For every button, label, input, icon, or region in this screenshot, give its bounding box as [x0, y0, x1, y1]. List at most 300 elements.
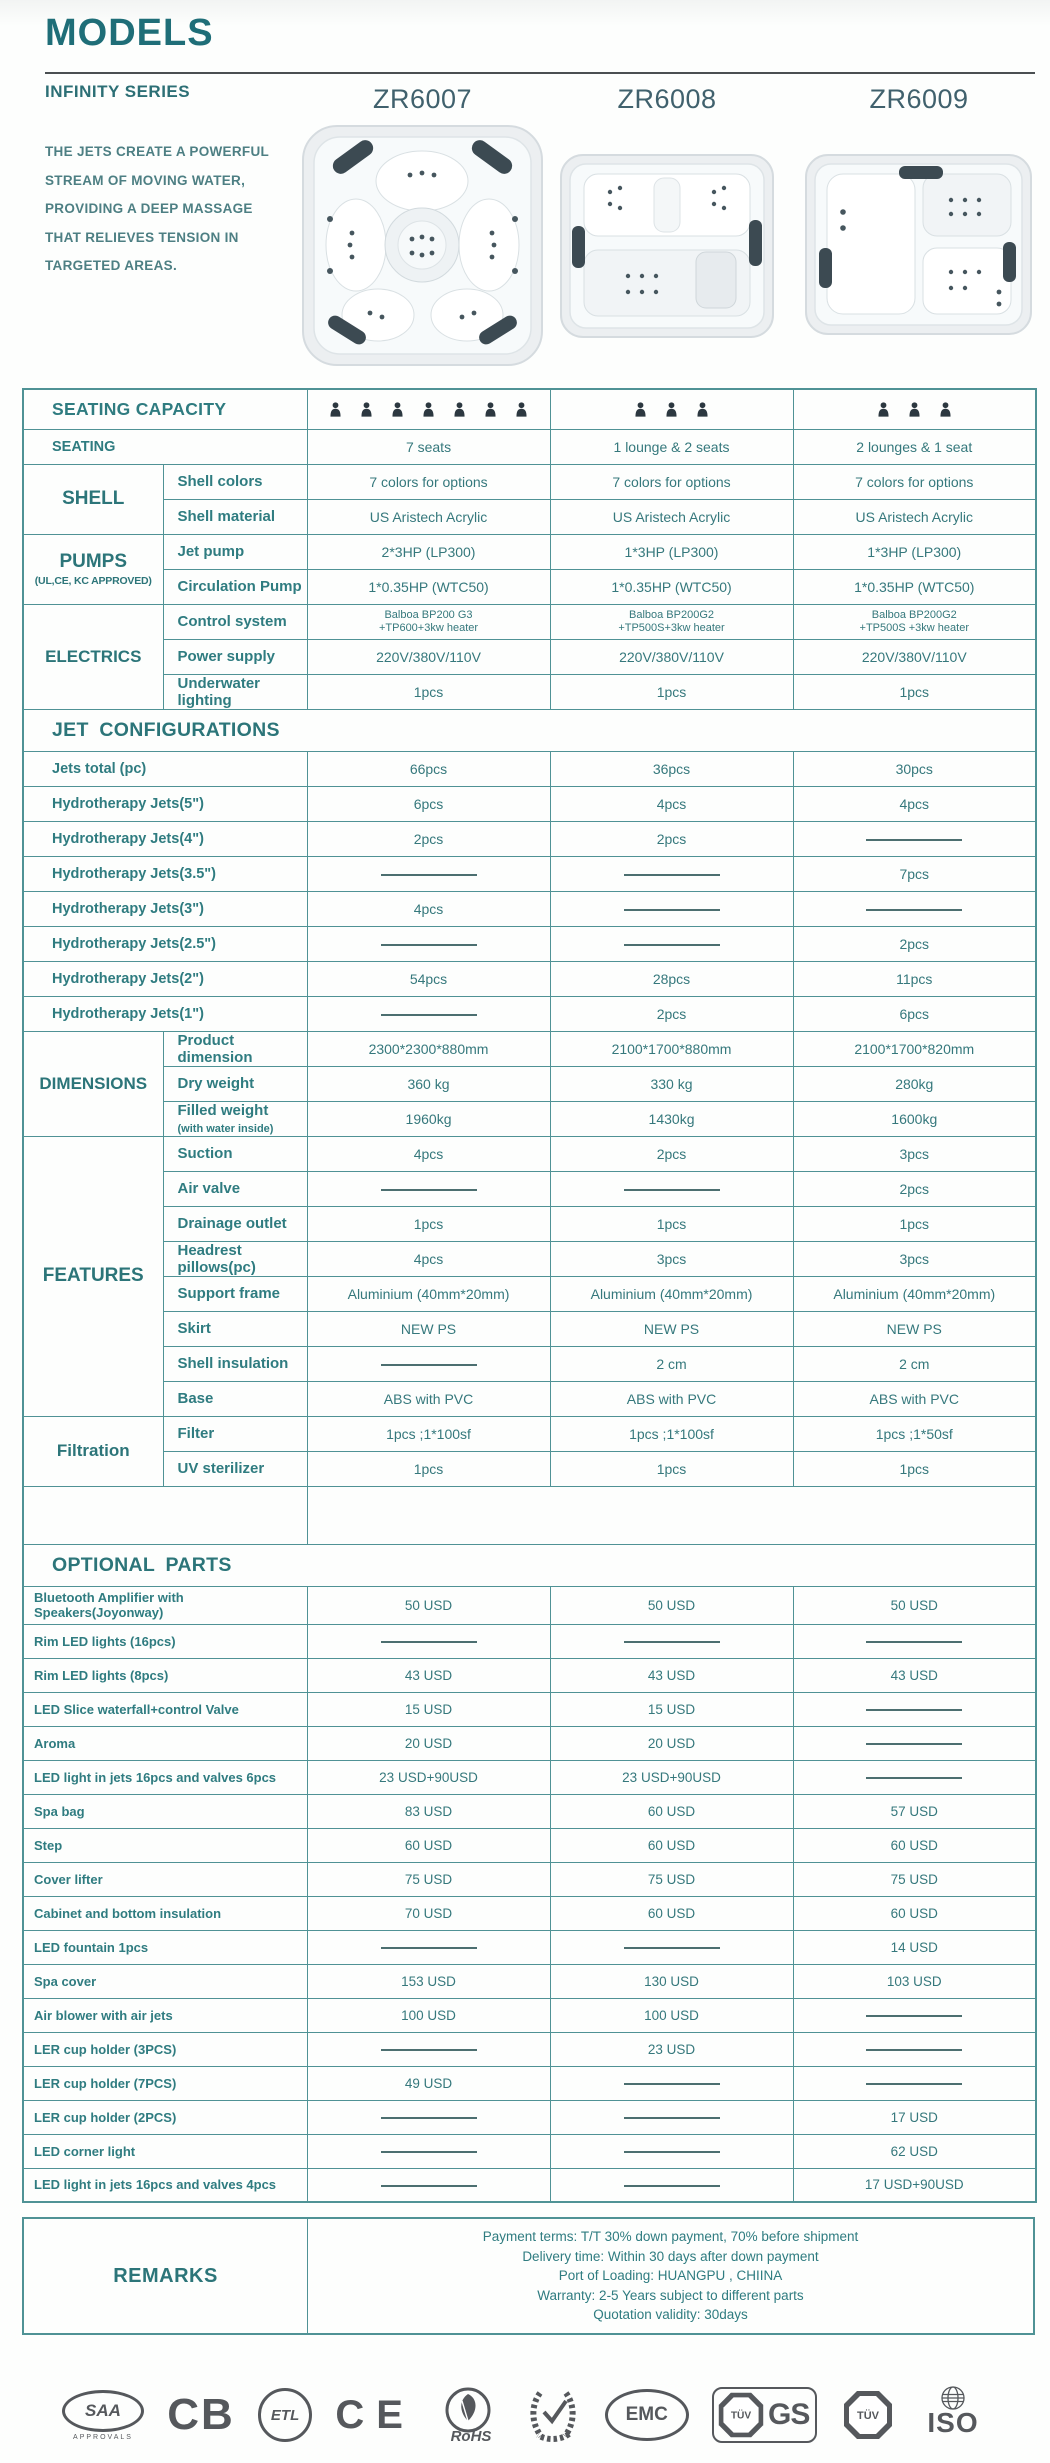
value-zr6008: 43 USD — [550, 1658, 793, 1692]
row-label: Power supply — [163, 639, 307, 674]
remarks-line: Port of Loading: HUANGPU , CHIINA — [558, 2268, 783, 2284]
value-zr6009: 2100*1700*820mm — [793, 1031, 1036, 1066]
value-zr6007 — [307, 1930, 550, 1964]
product-image-zr6007 — [300, 123, 545, 373]
value-zr6007 — [307, 1346, 550, 1381]
row-label: Hydrotherapy Jets(4") — [23, 821, 307, 856]
row-label: Cover lifter — [23, 1862, 307, 1896]
row-label: Circulation Pump — [163, 569, 307, 604]
row-label: Drainage outlet — [163, 1206, 307, 1241]
value-zr6007: 75 USD — [307, 1862, 550, 1896]
specifications-table — [22, 388, 1037, 2203]
value-zr6008: 60 USD — [550, 1794, 793, 1828]
value-zr6009: 60 USD — [793, 1896, 1036, 1930]
svg-text:ISO: ISO — [927, 2407, 979, 2438]
table-row — [23, 429, 1036, 464]
value-zr6007 — [307, 1624, 550, 1658]
value-zr6008: ABS with PVC — [550, 1381, 793, 1416]
not-available-dash — [866, 909, 962, 911]
value-zr6007: 1pcs — [307, 674, 550, 709]
row-label: LED fountain 1pcs — [23, 1930, 307, 1964]
table-row — [23, 639, 1036, 674]
description — [45, 138, 269, 281]
product-image-zr6009 — [803, 152, 1034, 342]
row-label: Headrest pillows(pc) — [163, 1241, 307, 1276]
person-icon — [484, 402, 497, 417]
value-zr6007: 6pcs — [307, 786, 550, 821]
value-zr6007: NEW PS — [307, 1311, 550, 1346]
row-label: Shell insulation — [163, 1346, 307, 1381]
table-row — [23, 821, 1036, 856]
table-row — [23, 1381, 1036, 1416]
remarks-line: Warranty: 2-5 Years subject to different parts — [537, 2287, 804, 2303]
person-icon — [696, 402, 709, 417]
remarks-label: REMARKS — [24, 2219, 308, 2333]
remarks-section — [22, 2217, 1035, 2335]
value-zr6008: 23 USD — [550, 2032, 793, 2066]
not-available-dash — [624, 1947, 720, 1949]
model-name-zr6009: ZR6009 — [869, 84, 969, 114]
row-label: Suction — [163, 1136, 307, 1171]
remarks-body — [308, 2219, 1033, 2333]
table-row — [23, 1451, 1036, 1486]
description-line: THE JETS CREATE A POWERFUL — [45, 144, 270, 159]
value-zr6009: 1600kg — [793, 1101, 1036, 1136]
table-row — [23, 1241, 1036, 1276]
row-label: Shell material — [163, 499, 307, 534]
person-icon — [665, 402, 678, 417]
value-zr6009: 57 USD — [793, 1794, 1036, 1828]
row-label: LER cup holder (2PCS) — [23, 2100, 307, 2134]
description-line: THAT RELIEVES TENSION IN — [45, 229, 239, 245]
table-row — [23, 1624, 1036, 1658]
not-available-dash — [866, 1743, 962, 1745]
value-zr6009: Aluminium (40mm*20mm) — [793, 1276, 1036, 1311]
value-zr6009 — [793, 1692, 1036, 1726]
person-icon — [391, 402, 404, 417]
value-zr6009: 1pcs — [793, 1206, 1036, 1241]
row-label: Jets total (pc) — [23, 751, 307, 786]
svg-text:TÜV: TÜV — [730, 2410, 752, 2422]
value-zr6009: 2pcs — [793, 1171, 1036, 1206]
value-zr6009: 1*3HP (LP300) — [793, 534, 1036, 569]
table-row — [23, 1964, 1036, 1998]
seating-capacity-label: SEATING CAPACITY — [23, 389, 307, 429]
person-icon — [515, 402, 528, 417]
not-available-dash — [381, 1641, 477, 1643]
table-row — [23, 891, 1036, 926]
value-zr6009 — [793, 1726, 1036, 1760]
row-label: Cabinet and bottom insulation — [23, 1896, 307, 1930]
empty-cell — [307, 1486, 1036, 1544]
value-zr6009: 60 USD — [793, 1828, 1036, 1862]
row-label: Support frame — [163, 1276, 307, 1311]
not-available-dash — [381, 2185, 477, 2187]
row-label: Underwater lighting — [163, 674, 307, 709]
iso-certification-logo — [918, 2385, 988, 2445]
value-zr6008: Balboa BP200G2 +TP500S+3kw heater — [550, 604, 793, 639]
value-zr6007: 7 seats — [307, 429, 550, 464]
value-zr6009: 43 USD — [793, 1658, 1036, 1692]
table-row — [23, 1658, 1036, 1692]
description-line: PROVIDING A DEEP MASSAGE — [45, 201, 253, 216]
row-label: LED light in jets 16pcs and valves 4pcs — [23, 2168, 307, 2202]
table-row — [23, 1486, 1036, 1544]
table-row — [23, 1206, 1036, 1241]
row-label: Step — [23, 1828, 307, 1862]
not-available-dash — [381, 1014, 477, 1016]
table-row — [23, 1692, 1036, 1726]
value-zr6009: 1pcs — [793, 674, 1036, 709]
value-zr6008: 2pcs — [550, 821, 793, 856]
table-row — [23, 1136, 1036, 1171]
value-zr6009: 6pcs — [793, 996, 1036, 1031]
person-icon — [908, 402, 921, 417]
value-zr6007: 83 USD — [307, 1794, 550, 1828]
not-available-dash — [624, 909, 720, 911]
value-zr6007: 100 USD — [307, 1998, 550, 2032]
value-zr6007: 60 USD — [307, 1828, 550, 1862]
value-zr6008: 2100*1700*880mm — [550, 1031, 793, 1066]
table-row — [23, 2134, 1036, 2168]
value-zr6007 — [307, 2168, 550, 2202]
value-zr6007: 1pcs — [307, 1451, 550, 1486]
table-row — [23, 786, 1036, 821]
person-icon — [422, 402, 435, 417]
value-zr6007: 50 USD — [307, 1586, 550, 1624]
table-row — [23, 961, 1036, 996]
value-zr6009: 103 USD — [793, 1964, 1036, 1998]
not-available-dash — [381, 1947, 477, 1949]
value-zr6009 — [793, 891, 1036, 926]
table-row — [23, 996, 1036, 1031]
value-zr6009: 2 lounges & 1 seat — [793, 429, 1036, 464]
person-icon — [939, 402, 952, 417]
not-available-dash — [866, 839, 962, 841]
table-row — [23, 2066, 1036, 2100]
value-zr6007: 4pcs — [307, 891, 550, 926]
group-label: DIMENSIONS — [23, 1031, 163, 1136]
person-icon — [360, 402, 373, 417]
value-zr6008: 330 kg — [550, 1066, 793, 1101]
not-available-dash — [381, 2151, 477, 2153]
table-row — [23, 856, 1036, 891]
not-available-dash — [624, 2185, 720, 2187]
row-label: Hydrotherapy Jets(3.5") — [23, 856, 307, 891]
table-row — [23, 674, 1036, 709]
row-label: Shell colors — [163, 464, 307, 499]
value-zr6009: 1pcs ;1*50sf — [793, 1416, 1036, 1451]
seat-icons-zr6008 — [550, 389, 793, 429]
value-zr6008: 1430kg — [550, 1101, 793, 1136]
value-zr6008: 23 USD+90USD — [550, 1760, 793, 1794]
table-row — [23, 1896, 1036, 1930]
table-row — [23, 1726, 1036, 1760]
spec-table — [22, 388, 1035, 2203]
value-zr6008: 75 USD — [550, 1862, 793, 1896]
value-zr6009 — [793, 1624, 1036, 1658]
value-zr6007: 4pcs — [307, 1241, 550, 1276]
group-label: SHELL — [23, 464, 163, 534]
value-zr6008: 20 USD — [550, 1726, 793, 1760]
value-zr6009 — [793, 1760, 1036, 1794]
value-zr6008 — [550, 1624, 793, 1658]
value-zr6008: 1 lounge & 2 seats — [550, 429, 793, 464]
not-available-dash — [624, 874, 720, 876]
value-zr6009: 7pcs — [793, 856, 1036, 891]
value-zr6007 — [307, 926, 550, 961]
table-row — [23, 2032, 1036, 2066]
value-zr6007: 1*0.35HP (WTC50) — [307, 569, 550, 604]
svg-text:TÜV: TÜV — [856, 2410, 879, 2422]
value-zr6009: NEW PS — [793, 1311, 1036, 1346]
row-label: LED light in jets 16pcs and valves 6pcs — [23, 1760, 307, 1794]
table-row — [23, 1586, 1036, 1624]
value-zr6008 — [550, 856, 793, 891]
value-zr6009: 2pcs — [793, 926, 1036, 961]
value-zr6009: 14 USD — [793, 1930, 1036, 1964]
saa-certification-logo: SAA APPROVALS — [62, 2390, 144, 2441]
group-label: ELECTRICS — [23, 604, 163, 709]
value-zr6007: Balboa BP200 G3 +TP600+3kw heater — [307, 604, 550, 639]
not-available-dash — [381, 2117, 477, 2119]
table-row — [23, 499, 1036, 534]
value-zr6007: 2pcs — [307, 821, 550, 856]
value-zr6008: 60 USD — [550, 1896, 793, 1930]
row-label: Rim LED lights (16pcs) — [23, 1624, 307, 1658]
tuv-gs-certification-logo: TÜV GS — [712, 2387, 817, 2443]
row-label: Aroma — [23, 1726, 307, 1760]
person-icon — [453, 402, 466, 417]
row-label: LER cup holder (7PCS) — [23, 2066, 307, 2100]
value-zr6007: 15 USD — [307, 1692, 550, 1726]
value-zr6008: Aluminium (40mm*20mm) — [550, 1276, 793, 1311]
value-zr6008: 4pcs — [550, 786, 793, 821]
value-zr6009: 75 USD — [793, 1862, 1036, 1896]
value-zr6007: 66pcs — [307, 751, 550, 786]
description-line: TARGETED AREAS. — [45, 258, 178, 273]
value-zr6007 — [307, 856, 550, 891]
table-row — [23, 2100, 1036, 2134]
row-label: Filled weight (with water inside) — [163, 1101, 307, 1136]
table-row — [23, 1998, 1036, 2032]
not-available-dash — [866, 2049, 962, 2051]
value-zr6007 — [307, 2032, 550, 2066]
value-zr6009: ABS with PVC — [793, 1381, 1036, 1416]
rohs-certification-logo — [438, 2385, 502, 2445]
row-label: Hydrotherapy Jets(5") — [23, 786, 307, 821]
value-zr6008: 1pcs — [550, 1451, 793, 1486]
value-zr6008 — [550, 2168, 793, 2202]
value-zr6007: 1pcs ;1*100sf — [307, 1416, 550, 1451]
value-zr6008: 50 USD — [550, 1586, 793, 1624]
value-zr6008: 1*0.35HP (WTC50) — [550, 569, 793, 604]
value-zr6009: 30pcs — [793, 751, 1036, 786]
seat-icons-zr6007 — [307, 389, 550, 429]
value-zr6007: 43 USD — [307, 1658, 550, 1692]
value-zr6008 — [550, 2066, 793, 2100]
row-label: Bluetooth Amplifier with Speakers(Joyonway) — [23, 1586, 307, 1624]
row-label: Skirt — [163, 1311, 307, 1346]
row-label: Hydrotherapy Jets(1") — [23, 996, 307, 1031]
table-row — [23, 1828, 1036, 1862]
value-zr6008: 220V/380V/110V — [550, 639, 793, 674]
value-zr6008 — [550, 926, 793, 961]
not-available-dash — [866, 1641, 962, 1643]
not-available-dash — [866, 1709, 962, 1711]
empty-cell — [23, 1486, 307, 1544]
not-available-dash — [624, 944, 720, 946]
table-row — [23, 1171, 1036, 1206]
row-label: Jet pump — [163, 534, 307, 569]
value-zr6009: 220V/380V/110V — [793, 639, 1036, 674]
value-zr6009: 17 USD — [793, 2100, 1036, 2134]
value-zr6008: 15 USD — [550, 1692, 793, 1726]
not-available-dash — [624, 2151, 720, 2153]
not-available-dash — [624, 2083, 720, 2085]
page-title: MODELS — [45, 12, 214, 54]
tuv-certification-logo — [841, 2388, 895, 2442]
not-available-dash — [624, 1641, 720, 1643]
value-zr6009: Balboa BP200G2 +TP500S +3kw heater — [793, 604, 1036, 639]
value-zr6009 — [793, 821, 1036, 856]
not-available-dash — [866, 2015, 962, 2017]
not-available-dash — [866, 2083, 962, 2085]
value-zr6008: 36pcs — [550, 751, 793, 786]
table-row — [23, 1544, 1036, 1586]
value-zr6007: 153 USD — [307, 1964, 550, 1998]
value-zr6008: 130 USD — [550, 1964, 793, 1998]
row-label: Control system — [163, 604, 307, 639]
person-icon — [634, 402, 647, 417]
value-zr6008: 60 USD — [550, 1828, 793, 1862]
group-label: Filtration — [23, 1416, 163, 1486]
value-zr6008 — [550, 891, 793, 926]
value-zr6007: 2*3HP (LP300) — [307, 534, 550, 569]
remarks-line: Delivery time: Within 30 days after down payment — [522, 2248, 819, 2264]
value-zr6007: 20 USD — [307, 1726, 550, 1760]
row-label: LED corner light — [23, 2134, 307, 2168]
row-label: UV sterilizer — [163, 1451, 307, 1486]
value-zr6007: 1pcs — [307, 1206, 550, 1241]
remarks-line: Payment terms: T/T 30% down payment, 70% before shipment — [482, 2229, 859, 2245]
value-zr6008: 2 cm — [550, 1346, 793, 1381]
value-zr6007 — [307, 1171, 550, 1206]
row-label: Dry weight — [163, 1066, 307, 1101]
group-label: PUMPS (UL,CE, KC APPROVED) — [23, 534, 163, 604]
series-label: INFINITY SERIES — [45, 82, 191, 101]
table-row — [23, 1276, 1036, 1311]
value-zr6009: 17 USD+90USD — [793, 2168, 1036, 2202]
table-row — [23, 709, 1036, 751]
table-row — [23, 1101, 1036, 1136]
row-label: LER cup holder (3PCS) — [23, 2032, 307, 2066]
value-zr6008: 28pcs — [550, 961, 793, 996]
row-label: Hydrotherapy Jets(3") — [23, 891, 307, 926]
value-zr6008: 7 colors for options — [550, 464, 793, 499]
value-zr6007: 4pcs — [307, 1136, 550, 1171]
value-zr6008: 1pcs — [550, 674, 793, 709]
seat-icons-zr6009 — [793, 389, 1036, 429]
row-label: Air blower with air jets — [23, 1998, 307, 2032]
model-name-zr6008: ZR6008 — [617, 84, 717, 114]
value-zr6007: 70 USD — [307, 1896, 550, 1930]
not-available-dash — [381, 1189, 477, 1191]
description-line: STREAM OF MOVING WATER, — [45, 172, 246, 188]
value-zr6007: US Aristech Acrylic — [307, 499, 550, 534]
value-zr6009: 1pcs — [793, 1451, 1036, 1486]
row-label: Air valve — [163, 1171, 307, 1206]
value-zr6009: 4pcs — [793, 786, 1036, 821]
table-row — [23, 534, 1036, 569]
value-zr6007: 54pcs — [307, 961, 550, 996]
ce-certification-logo: CE — [335, 2393, 415, 2437]
value-zr6007: 220V/380V/110V — [307, 639, 550, 674]
person-icon — [877, 402, 890, 417]
group-label: FEATURES — [23, 1136, 163, 1416]
value-zr6007: 1960kg — [307, 1101, 550, 1136]
value-zr6009: 50 USD — [793, 1586, 1036, 1624]
value-zr6008: 100 USD — [550, 1998, 793, 2032]
table-row — [23, 751, 1036, 786]
not-available-dash — [624, 1189, 720, 1191]
row-label: Filter — [163, 1416, 307, 1451]
table-row — [23, 604, 1036, 639]
not-available-dash — [624, 2117, 720, 2119]
table-row — [23, 569, 1036, 604]
value-zr6009 — [793, 2066, 1036, 2100]
table-row — [23, 1416, 1036, 1451]
section-header: JET CONFIGURATIONS — [23, 709, 1036, 751]
value-zr6009: 1*0.35HP (WTC50) — [793, 569, 1036, 604]
row-label: Spa cover — [23, 1964, 307, 1998]
value-zr6009: 280kg — [793, 1066, 1036, 1101]
value-zr6008 — [550, 2100, 793, 2134]
row-label: Product dimension — [163, 1031, 307, 1066]
value-zr6008: 1pcs ;1*100sf — [550, 1416, 793, 1451]
value-zr6008 — [550, 1930, 793, 1964]
value-zr6009: US Aristech Acrylic — [793, 499, 1036, 534]
value-zr6009: 3pcs — [793, 1136, 1036, 1171]
etl-certification-logo: ETL — [258, 2388, 312, 2442]
value-zr6008: 2pcs — [550, 1136, 793, 1171]
row-label: Hydrotherapy Jets(2.5") — [23, 926, 307, 961]
value-zr6007: 360 kg — [307, 1066, 550, 1101]
svg-text:RoHS: RoHS — [450, 2428, 492, 2445]
value-zr6009: 2 cm — [793, 1346, 1036, 1381]
title-divider — [45, 72, 1035, 74]
value-zr6008: 3pcs — [550, 1241, 793, 1276]
table-row — [23, 1862, 1036, 1896]
row-label: Rim LED lights (8pcs) — [23, 1658, 307, 1692]
row-label: Hydrotherapy Jets(2") — [23, 961, 307, 996]
value-zr6007 — [307, 2134, 550, 2168]
cb-certification-logo: CB — [167, 2390, 235, 2439]
value-zr6007: ABS with PVC — [307, 1381, 550, 1416]
value-zr6009: 62 USD — [793, 2134, 1036, 2168]
not-available-dash — [866, 1777, 962, 1779]
row-label: Base — [163, 1381, 307, 1416]
value-zr6007 — [307, 996, 550, 1031]
table-row — [23, 464, 1036, 499]
table-row — [23, 1031, 1036, 1066]
not-available-dash — [381, 2049, 477, 2051]
value-zr6008: NEW PS — [550, 1311, 793, 1346]
value-zr6008: 1pcs — [550, 1206, 793, 1241]
table-row — [23, 1311, 1036, 1346]
table-row — [23, 1930, 1036, 1964]
emc-certification-logo: EMC — [605, 2389, 689, 2441]
